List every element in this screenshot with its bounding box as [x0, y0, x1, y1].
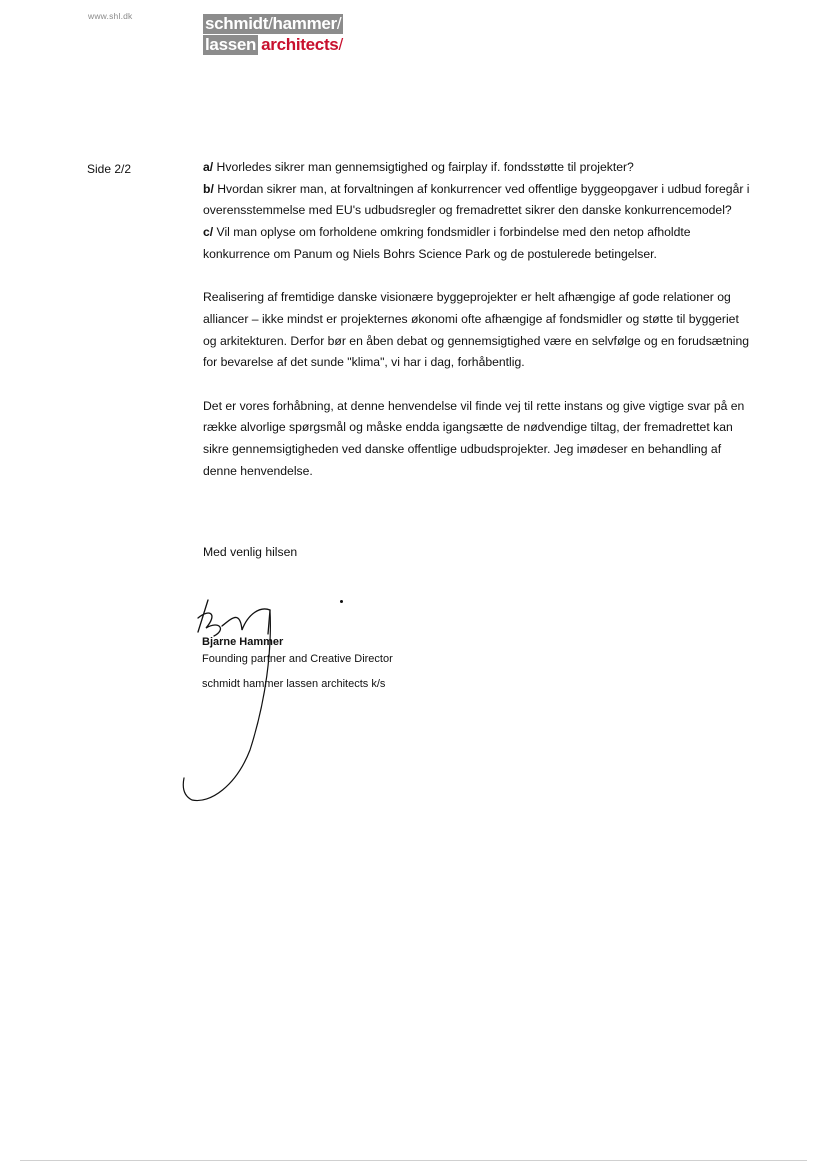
logo-word-schmidt: schmidt	[205, 14, 269, 33]
closing-salutation: Med venlig hilsen	[203, 545, 298, 559]
logo-slash: /	[336, 14, 342, 33]
company-logo	[203, 14, 343, 55]
letter-body	[203, 157, 753, 483]
footer-divider	[20, 1160, 807, 1161]
question-text: Hvordan sikrer man, at forvaltningen af konkurrencer ved offentlige byggeopgaver i udbud foregår i overensstemmelse med EU's udbudsregler og fremadrettet sikrer den danske konkurrencemodel?	[203, 181, 750, 218]
logo-word-lassen: lassen	[205, 35, 257, 54]
ink-speck	[340, 600, 343, 603]
question-b	[203, 179, 753, 222]
logo-architects-text: architects	[261, 35, 339, 54]
signatory-company: schmidt hammer lassen architects k/s	[202, 678, 386, 690]
question-label: b/	[203, 181, 214, 196]
paragraph: Realisering af fremtidige danske visionære byggeprojekter er helt afhængige af gode relationer og alliancer – ikke mindst er projekternes økonomi ofte afhængige af fondsmidler og støtte til byggeriet og arkitekturen. Derfor bør en åben debat og gennemsigtighed være en selvfølge og en forudsætning for bevarelse af det sunde "klima", vi har i dag, forhåbentlig.	[203, 290, 750, 370]
question-label: a/	[203, 160, 214, 174]
paragraph: Det er vores forhåbning, at denne henvendelse vil finde vej til rette instans og give vigtige svar på en række alvorlige spørgsmål og måske endda igangsætte de nødvendige tiltag, der fremadrettet kan sikre gennemsigtigheden ved danske offentlige udbudsprojekter. Jeg imødeser en behandling af denne henvendelse.	[203, 398, 745, 478]
question-a	[203, 157, 753, 179]
site-url: www.shl.dk	[88, 11, 133, 21]
logo-slash: /	[338, 35, 343, 54]
logo-word-hammer: hammer	[272, 14, 337, 33]
handwritten-signature	[170, 590, 300, 810]
question-c	[203, 222, 753, 265]
question-label: c/	[203, 225, 214, 240]
logo-line-2	[203, 35, 343, 55]
signatory-title: Founding partner and Creative Director	[202, 653, 393, 665]
logo-line-1	[203, 14, 343, 34]
logo-slash: /	[268, 14, 273, 33]
question-text: Hvorledes sikrer man gennemsigtighed og fairplay if. fondsstøtte til projekter?	[213, 160, 634, 174]
signatory-name: Bjarne Hammer	[202, 636, 284, 648]
page-number: Side 2/2	[87, 162, 132, 176]
question-text: Vil man oplyse om forholdene omkring fondsmidler i forbindelse med den netop afholdte konkurrence om Panum og Niels Bohrs Science Park og de postulerede betingelser.	[203, 225, 691, 261]
logo-word-architects	[258, 35, 343, 55]
logo-block-1	[203, 14, 343, 34]
